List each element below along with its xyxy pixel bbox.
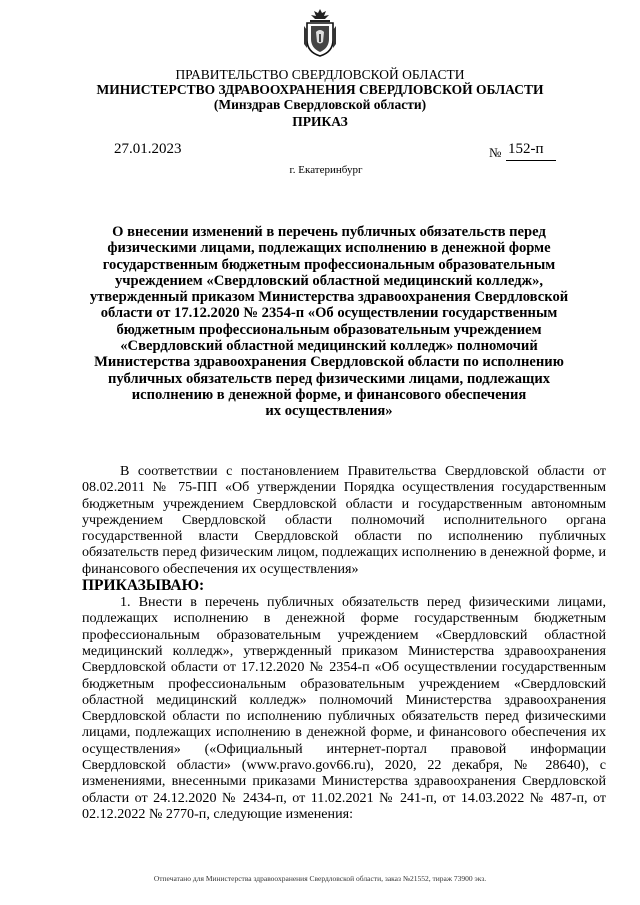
title-line: области от 17.12.2020 № 2354-п «Об осуществлении государственным	[100, 305, 558, 322]
title-line: исполнению в денежной форме, и финансового обеспечения	[131, 386, 527, 403]
ministry-name: МИНИСТЕРСТВО ЗДРАВООХРАНЕНИЯ СВЕРДЛОВСКОЙ ОБЛАСТИ	[96, 82, 544, 97]
title-line: бюджетным профессиональным образовательным учреждением	[116, 321, 542, 338]
order-word: ПРИКАЗЫВАЮ:	[82, 577, 205, 595]
document-type: ПРИКАЗ	[292, 114, 348, 129]
government-name: ПРАВИТЕЛЬСТВО СВЕРДЛОВСКОЙ ОБЛАСТИ	[175, 67, 465, 82]
preamble-paragraph: В соответствии с постановлением Правительства Свердловской области от 08.02.2011 № 75-ПП «Об утверждении Порядка осуществления государственным бюджетным учреждением Свердловской области и государственным автономным учреждением Свердловской области полномочий исполнительного органа государственной власти Свердловской области по исполнению публичных обязательств перед физическим лицом, подлежащих исполнению в денежной форме, и финансового обеспечения их осуществления»	[82, 463, 606, 577]
title-line: их осуществления»	[265, 403, 393, 420]
sverdlovsk-coat-of-arms-icon	[303, 8, 337, 58]
title-line: Министерства здравоохранения Свердловской области по исполнению	[94, 354, 564, 371]
ministry-short-name: (Минздрав Свердловской области)	[213, 97, 427, 112]
print-footer: Отпечатано для Министерства здравоохранения Свердловской области, заказ №21552, тираж 73900 экз.	[153, 874, 487, 883]
title-line: государственным бюджетным профессиональным образовательным	[102, 256, 556, 273]
title-line: О внесении изменений в перечень публичных обязательств перед	[112, 224, 546, 240]
title-line: публичных обязательств перед физическими лицами, подлежащих	[107, 370, 551, 387]
document-date: 27.01.2023	[114, 141, 182, 157]
document-title	[84, 224, 574, 420]
item-1-paragraph: 1. Внести в перечень публичных обязательств перед физическими лицами, подлежащих исполнению в денежной форме государственным бюджетным профессиональным образовательным учреждением «Свердловский областной медицинский колледж», утвержденный приказом Министерства здравоохранения Свердловской области от 17.12.2020 № 2354-п «Об осуществлении государственным бюджетным профессиональным образовательным учреждением «Свердловский областной медицинский колледж» полномочий Министерства здравоохранения Свердловской области по исполнению публичных обязательств перед физическими лицами, подлежащих исполнению в денежной форме, и финансового обеспечения их осуществления» («Официальный интернет-портал правовой информации Свердловской области» (www.pravo.gov66.ru), 2020, 22 декабря, № 28640), с изменениями, внесенными приказами Министерства здравоохранения Свердловской области от 24.12.2020 № 2434-п, от 11.02.2021 № 241-п, от 14.03.2022 № 487-п, от 02.12.2022 № 2770-п, следующие изменения:	[82, 594, 606, 822]
title-line: «Свердловский областной медицинский колледж» полномочий	[120, 338, 538, 355]
title-line: физическими лицами, подлежащих исполнению в денежной форме	[107, 240, 551, 257]
title-line: утвержденный приказом Министерства здравоохранения Свердловской	[89, 289, 569, 306]
number-underline	[506, 160, 556, 161]
number-label: №	[489, 145, 502, 160]
document-number: 152-п	[508, 141, 544, 157]
document-body	[82, 463, 606, 822]
title-line: учреждением «Свердловский областной медицинский колледж»,	[114, 272, 544, 289]
document-city: г. Екатеринбург	[289, 164, 363, 176]
